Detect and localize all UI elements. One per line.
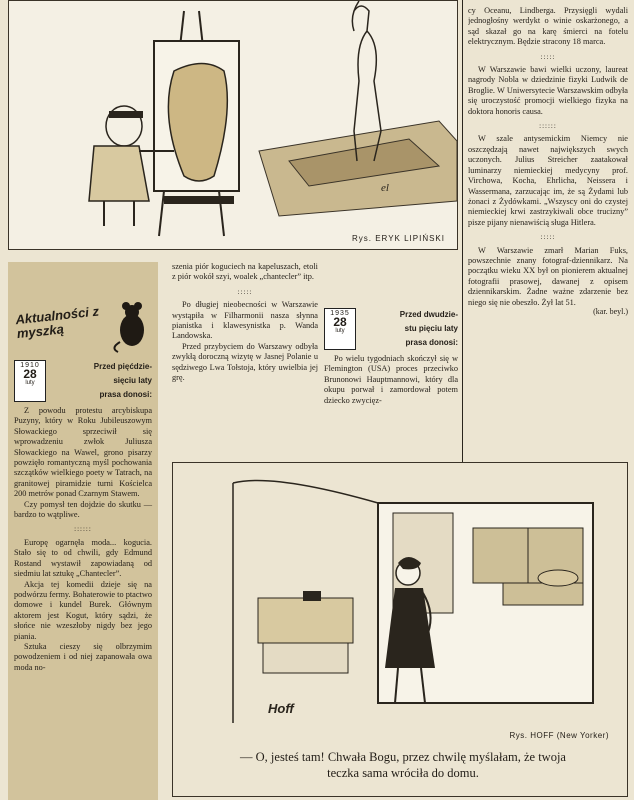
paragraph: Sztuka cieszy się olbrzymim powodzeniem i od niej zapanowała owa moda no- [14,641,152,672]
dated-headline [324,308,458,350]
headline [50,360,152,402]
date-month: luty [25,380,35,386]
living-room-cartoon-illustration [173,463,627,733]
right-column-text [468,6,628,317]
headline-line: Przed pięćdzie- [93,362,152,371]
middle-column [172,262,318,452]
paragraph: Czy pomysł ten dojdzie do skutku — bardzo to wątpliwe. [14,499,152,520]
paragraph: W Warszawie zmarł Marian Fuks, powszechnie znany fotograf-dziennikarz. Na początku wieku XX był on pionierem aktualnej fotografii prasowej, dawanej z opisem dziennikarskim. Żadne ważne zdarzenie bez niego się nie obeszło. Żył lat 51. [468,245,628,307]
headline-line: stu pięciu laty [404,324,458,333]
byline: (kar. beyl.) [593,306,628,316]
hoff-signature: Hoff [268,701,294,716]
date-box-1935 [324,308,356,350]
svg-text:el: el [381,182,389,194]
date-box-1910 [14,360,46,402]
paragraph: W Warszawie bawi wielki uczony, laureat nagrody Nobla w dziedzinie fizyki Ludwik de Broglie. W Uniwersytecie Warszawskim odbyła się uroczystość promocji wielkiego fizyka na doktora honoris causa. [468,65,628,116]
separator: ::::: [540,52,556,61]
date-year: 1935 [330,310,350,317]
paragraph: Akcja tej komedii dzieje się na podwórzu fermy. Bohaterowie to ptactwo domowe i kundel Burek. Głównym aktorem jest Kogut, który sądzi, że słońce nie wzeszłoby nigdy bez jego piania. [14,579,152,641]
date-day: 28 [333,315,347,329]
artist-cartoon-illustration [9,1,457,249]
third-column [324,262,458,452]
date-month: luty [335,328,345,334]
separator: :::::: [74,525,92,534]
headline-line: sięciu laty [113,376,152,385]
bottom-cartoon-panel [172,462,628,797]
headline-line: prasa donosi: [99,390,152,399]
aktualnosci-logo [14,268,152,360]
paragraph: Po wielu tygodniach skończył się w Flemington (USA) proces przeciwko Brunonowi Hauptmannowi, który dla okupu porwał i zamordował potem dziecko zwycięz- [324,354,458,405]
bottom-cartoon-caption: — O, jesteś tam! Chwała Bogu, przez chwilę myślałam, że twoja teczka sama wróciła do domu. [240,750,566,780]
paragraph: cy Oceanu, Lindberga. Przysięgli wydali jednogłośny werdykt o winie oskarżonego, a sąd skazał go na karę śmierci na fotelu elektrycznym. Będzie stracony 18 marca. [468,6,628,47]
bottom-cartoon-credit: Rys. HOFF (New Yorker) [509,731,609,740]
dated-headline [14,360,152,402]
paragraph: Przed przybyciem do Warszawy odbyła zwykłą doroczną wizytę w Jasnej Polanie u sędziwego Lwa Tołstoja, który uwielbia jej grę. [172,341,318,383]
date-day: 28 [23,367,37,381]
paragraph: Europę ogarnęła moda... kogucia. Stało się to od chwili, gdy Edmund Rostand wystawił zapowiadaną od siedmiu lat sztukę „Chantecler”. [14,537,152,579]
third-column-text [324,354,458,406]
logo-text: Aktualności z myszką [14,303,100,342]
top-cartoon-panel [8,0,458,250]
left-column-text [14,406,152,673]
left-column [8,262,158,800]
middle-column-text [172,262,318,383]
separator: ::::: [540,233,556,242]
headline-line: Przed dwudzie- [399,310,458,319]
third-column-intro [324,262,458,308]
paragraph: szenia piór koguciech na kapeluszach, etoli z piór wokół szyi, woalek „chantecler” itp. [172,262,318,282]
paragraph: Z powodu protestu arcybiskupa Puzyny, który w Roku Jubileuszowym Słowackiego sprzeciwił się wprowadzeniu zwłok Juliusza Słowackiego na Wawel, grono pisarzy powzięło romantyczną myśl pochowania szczątków wielkiego poety w Tatrach, na granitowej piramidzie turni Kościelca 200 metrów ponad Czarnym Stawem. [14,406,152,499]
paragraph: W szale antysemickim Niemcy nie oszczędzają nawet największych swych uczonych. Julius Streicher zaatakował luminarzy niemieckiej medycyny prof. Virchowa, Kocha, Ehrlicha, Neissera i Wassermana, zarzucając im, że są Żydami lub żonaci z Żydówkami. „Wszyscy oni do czystej niemieckiej krwi zastrzykiwali obce trucizny” pisze pijany nienawiścią sługa Hitlera. [468,134,628,227]
column-rule [462,0,463,462]
headline-line: prasa donosi: [405,338,458,347]
separator: :::::: [539,122,557,131]
date-year: 1910 [20,362,40,369]
headline [360,308,458,350]
top-cartoon-signature: Rys. ERYK LIPIŃSKI [352,234,445,243]
separator: ::::: [237,287,253,296]
paragraph: Po długiej nieobecności w Warszawie wystąpiła w Filharmonii nasza słynna pianistka i klawesynistka p. Wanda Landowska. [172,300,318,341]
right-column [468,6,628,461]
